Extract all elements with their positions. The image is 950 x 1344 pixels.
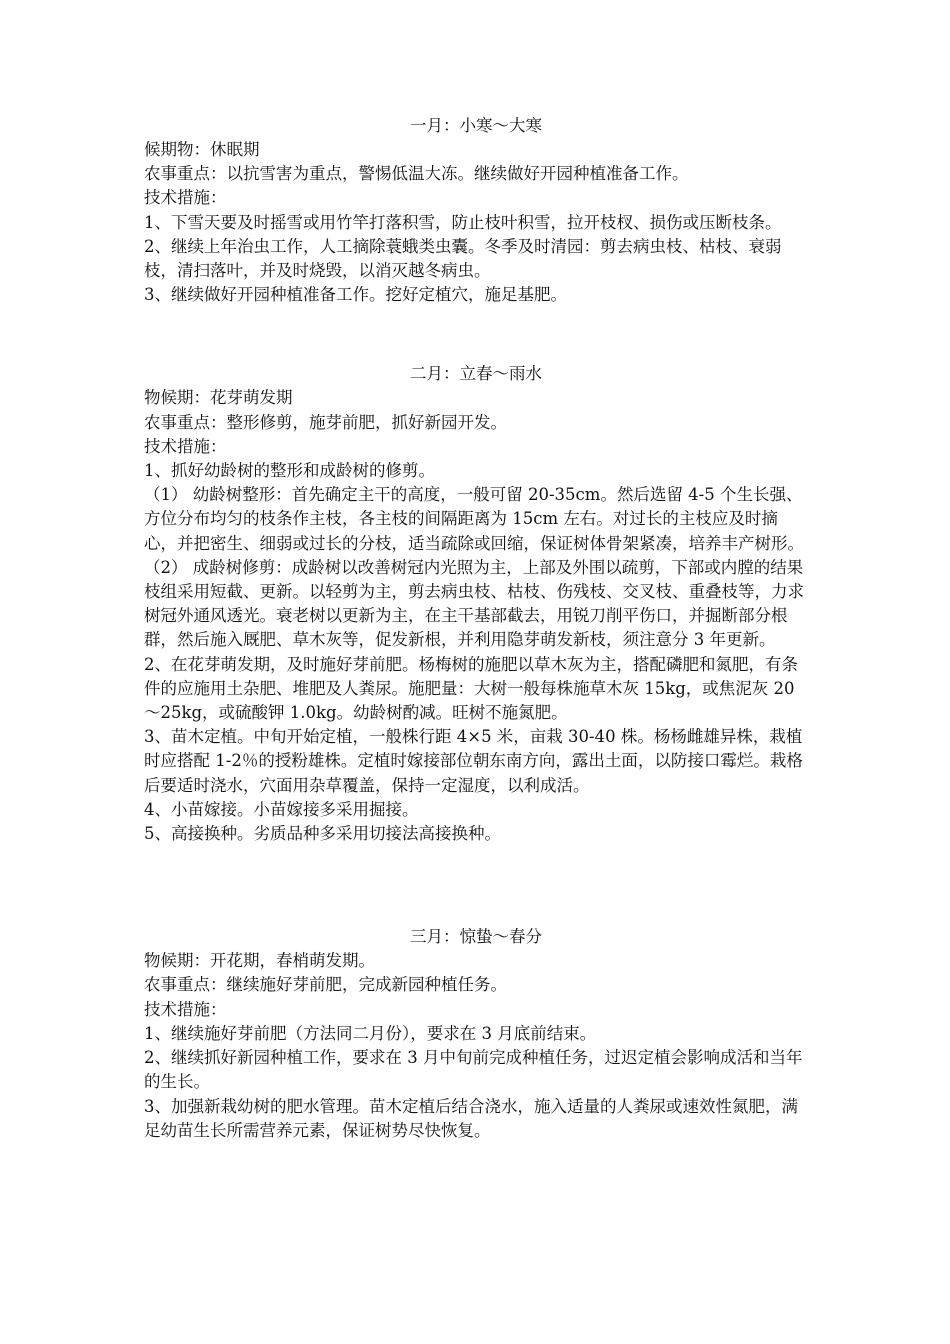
measure-item: 1、下雪天要及时摇雪或用竹竿打落积雪，防止枝叶积雪，拉开枝杈、损伤或压断枝条。 bbox=[144, 212, 782, 232]
measure-item: （2） 成龄树修剪：成龄树以改善树冠内光照为主，上部及外围以疏剪，下部或内膛的结果枝组采用短截、更新。以轻剪为主，剪去病虫枝、枯枝、伤残枝、交叉枝、重叠枝等，力求树冠外通风透光。衰老树以更新为主，在主干基部截去，用锐刀削平伤口，并掘断部分根群，然后施入厩肥、草木灰等，促发新根，并利用隐芽萌发新枝，须注意分 3 年更新。 bbox=[144, 557, 804, 650]
section-title: 三月：惊蛰～春分 bbox=[410, 927, 542, 947]
section-title: 二月：立春～雨水 bbox=[410, 364, 542, 384]
focus-line: 农事重点：以抗雪害为重点，警惕低温大冻。继续做好开园种植准备工作。 bbox=[144, 164, 689, 184]
phenology-line: 物候期：花芽萌发期 bbox=[144, 388, 293, 408]
focus-line: 农事重点：继续施好芽前肥，完成新园种植任务。 bbox=[144, 975, 507, 995]
phenology-line: 候期物：休眠期 bbox=[144, 140, 260, 159]
measure-item: 1、继续施好芽前肥（方法同二月份），要求在 3 月底前结束。 bbox=[144, 1023, 597, 1043]
measures-label: 技术措施： bbox=[144, 436, 227, 456]
measure-item: 3、继续做好开园种植准备工作。挖好定植穴，施足基肥。 bbox=[144, 285, 567, 305]
measures-label: 技术措施： bbox=[144, 999, 227, 1019]
section-title: 一月：小寒～大寒 bbox=[410, 116, 542, 135]
section-february bbox=[144, 361, 808, 846]
measure-item: 3、苗木定植。中旬开始定植，一般株行距 4×5 米，亩栽 30-40 株。杨杨雌雄异株，栽植时应搭配 1-2％的授粉雄株。定植时嫁接部位朝东南方向，露出土面，以防接口霉烂。栽格后要适时浇水，穴面用杂草覆盖，保持一定湿度，以利成活。 bbox=[144, 727, 803, 795]
section-january bbox=[144, 113, 808, 307]
measure-item: 2、在花芽萌发期，及时施好芽前肥。杨梅树的施肥以草木灰为主，搭配磷肥和氮肥，有条件的应施用土杂肥、堆肥及人粪尿。施肥量：大树一般每株施草木灰 15kg，或焦泥灰 20～25kg，或硫酸钾 1.0kg。幼龄树酌减。旺树不施氮肥。 bbox=[144, 654, 798, 723]
measure-item: 2、继续上年治虫工作，人工摘除蓑蛾类虫囊。冬季及时清园：剪去病虫枝、枯枝、衰弱枝，清扫落叶，并及时烧毁，以消灭越冬病虫。 bbox=[144, 236, 782, 281]
measure-item: 1、抓好幼龄树的整形和成龄树的修剪。 bbox=[144, 461, 435, 481]
document-body bbox=[144, 113, 808, 1143]
measure-item: 4、小苗嫁接。小苗嫁接多采用掘接。 bbox=[144, 799, 419, 819]
measure-item: （1） 幼龄树整形：首先确定主干的高度，一般可留 20-35cm。然后选留 4-5 个生长强、方位分布均匀的枝条作主枝，各主枝的间隔距离为 15cm 左右。对过长的主枝应及时摘心，并把密生、细弱或过长的分枝，适当疏除或回缩，保证树体骨架紧凑，培养丰产树形。 bbox=[144, 485, 804, 553]
section-march bbox=[144, 924, 808, 1143]
measure-item: 2、继续抓好新园种植工作，要求在 3 月中旬前完成种植任务，过迟定植会影响成活和当年的生长。 bbox=[144, 1048, 803, 1092]
phenology-line: 物候期：开花期，春梢萌发期。 bbox=[144, 951, 375, 971]
measure-item: 3、加强新栽幼树的肥水管理。苗木定植后结合浇水，施入适量的人粪尿或速效性氮肥，满足幼苗生长所需营养元素，保证树势尽快恢复。 bbox=[144, 1096, 798, 1140]
focus-line: 农事重点：整形修剪，施芽前肥，抓好新园开发。 bbox=[144, 412, 507, 432]
measures-label: 技术措施： bbox=[144, 188, 227, 208]
measure-item: 5、高接换种。劣质品种多采用切接法高接换种。 bbox=[144, 824, 501, 844]
